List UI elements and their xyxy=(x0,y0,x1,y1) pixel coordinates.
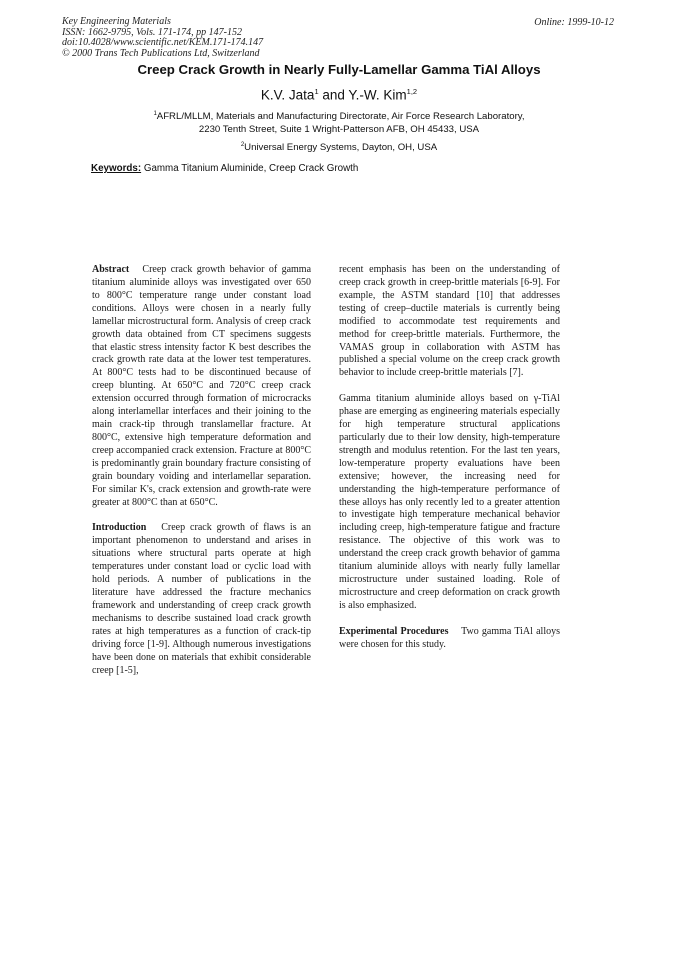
author-1: K.V. Jata xyxy=(260,87,315,103)
introduction-paragraph xyxy=(92,522,311,677)
affiliation-2-mark: 2 xyxy=(240,142,245,148)
author-connector: and xyxy=(318,87,349,103)
authors xyxy=(0,87,678,103)
author-2: Y.-W. Kim xyxy=(348,87,407,103)
author-1-affiliation-mark: 1 xyxy=(314,87,319,96)
abstract-heading: Abstract xyxy=(92,264,130,275)
affiliation-1 xyxy=(0,108,678,136)
experimental-paragraph xyxy=(339,626,560,652)
affiliation-1-line-1: AFRL/MLLM, Materials and Manufacturing Directorate, Air Force Research Laboratory, xyxy=(156,111,525,123)
online-date: Online: 1999-10-12 xyxy=(534,17,614,28)
intro-continued-paragraph: recent emphasis has been on the understanding of creep crack growth in creep-brittle materials [6-9]. For example, the ASTM standard [10] that addresses testing of creep–ductile materials is currently being modified to accommodate test requirements and method for creep-brittle materials. Furthermore, the VAMAS group in collaboration with ASTM has published a special volume on the creep crack growth behavior to include creep-brittle materials [7]. xyxy=(339,264,560,379)
journal-name: Key Engineering Materials xyxy=(62,16,171,27)
abstract-text: Creep crack growth behavior of gamma titanium aluminide alloys was investigated over 650 to 800°C temperature range under constant load conditions. Alloys were chosen in a nearly fully lamellar microstructural form. Analysis of creep crack growth data obtained from CT specimens suggests that elastic stress intensity factor K best describes the crack growth rate data at the lower test temperatures. At 800°C tests had to be discontinued because of creep blunting. At 650°C and 720°C creep crack extension occurred through formation of microcracks along interlamellar interfaces and their joining to the main crack-tip through translamellar fracture. At 800°C, extensive high temperature deformation and creep accompanied crack extension. Fracture at 800°C is predominantly grain boundary fracture consisting of grain boundary voiding and interlamellar separation. For similar K's, crack extension and growth-rate were greater at 800°C than at 650°C. xyxy=(92,264,312,508)
abstract-paragraph xyxy=(92,264,311,510)
author-2-affiliation-mark: 1,2 xyxy=(406,87,418,96)
journal-doi: doi:10.4028/www.scientific.net/KEM.171-174.147 xyxy=(62,37,264,49)
journal-copyright: © 2000 Trans Tech Publications Ltd, Switzerland xyxy=(62,47,260,59)
paper-title: Creep Crack Growth in Nearly Fully-Lamellar Gamma TiAl Alloys xyxy=(137,62,541,77)
affiliation-1-line-2: 2230 Tenth Street, Suite 1 Wright-Patterson AFB, OH 45433, USA xyxy=(198,123,480,135)
keywords-label: Keywords: xyxy=(91,163,142,174)
right-column xyxy=(339,264,560,664)
experimental-text: Two gamma TiAl alloys were chosen for this study. xyxy=(339,625,560,650)
keywords-text: Gamma Titanium Aluminide, Creep Crack Growth xyxy=(143,163,359,174)
gamma-alloys-paragraph: Gamma titanium aluminide alloys based on γ-TiAl phase are emerging as engineering materials especially for high temperature structural applications particularly due to their low density, high-temperature strength and modulus retention. For the last ten years, low-temperature property evaluations have been extensive; however, the increasing need for understanding the high-temperature performance of these alloys has only recently led to a greater attention to investigate high temperature mechanical behavior including creep, high-temperature fatigue and fracture resistance. The objective of this work was to understand the creep crack growth behavior of gamma titanium aluminide alloys with nearly fully lamellar microstructure under sustained loading. Role of microstructure and creep deformation on crack growth is also emphasized. xyxy=(339,393,560,611)
experimental-heading: Experimental Procedures xyxy=(339,625,449,637)
affiliation-2-text: Universal Energy Systems, Dayton, OH, USA xyxy=(244,142,438,154)
affiliation-1-mark: 1 xyxy=(153,111,157,117)
journal-meta xyxy=(62,17,263,59)
journal-issn: ISSN: 1662-9795, Vols. 171-174, pp 147-152 xyxy=(62,26,242,38)
introduction-heading: Introduction xyxy=(92,522,147,534)
introduction-text: Creep crack growth of flaws is an important phenomenon to understand and arises in situations where structural parts operate at high temperatures under constant load or cyclic load with hold periods. A number of publications in the literature have addressed the fracture mechanics framework and understanding of creep crack growth mechanisms to describe sustained load crack growth rates at high temperatures as a function of crack-tip driving force [1-9]. Although numerous investigations have been done on materials that exhibit considerable creep [1-5], xyxy=(92,522,311,676)
keywords xyxy=(91,163,358,174)
left-column xyxy=(92,264,311,690)
affiliation-2 xyxy=(0,139,678,155)
